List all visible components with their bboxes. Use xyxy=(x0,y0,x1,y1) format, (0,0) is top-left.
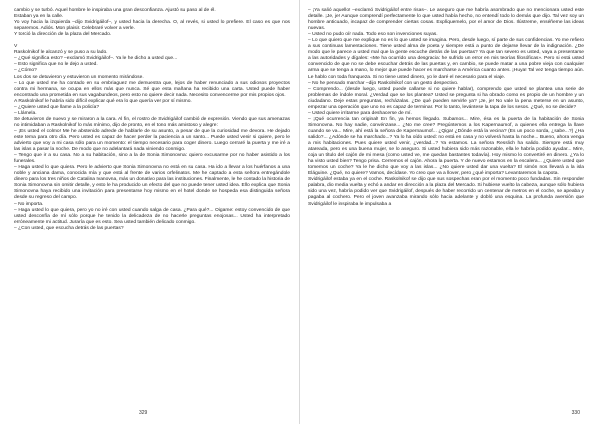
paragraph: V xyxy=(14,44,18,50)
paragraph: – Esto significa que no le dejo a usted. xyxy=(14,62,98,68)
paragraph: Estaban ya en la calle. xyxy=(14,14,64,20)
paragraph: Y torció la dirección de la plaza del Mercado. xyxy=(14,32,112,38)
paragraph: – Tengo que ir a su casa. No a su habitación, sino a la de Sonia Simonovna: quiero excusarme por no haber asistido a los funerales. xyxy=(14,153,290,165)
paragraph: – Lo que quiero que me explique no es lo que usted se imagina. Pero, desde luego, sí parte de sus confidencias. Yo me refiero a sus continuas lamentaciones. Tiene usted alma de poeta y siempre está a punto de dejarse llevar de la indignación. ¿De modo que le parece a usted mal que la gente escuche detrás de las puertas? Ya que tan severo es usted, vaya a presentarse a las autoridades y dígales: «Me ha ocurrido una desgracia: he sufrido un error en mis teorías filosóficas». Pero si está usted convencido de que no se debe escuchar detrás de las puertas y, en cambio, se puede matar a una pobre vieja con cualquier arma que se tenga a mano, lo mejor que puede hacer es marcharse a América cuanto antes. ¡Huya! Tal vez tenga tiempo aún. Le hablo con toda franqueza. Si no tiene usted dinero, yo le daré el necesario para el viaje. xyxy=(308,38,584,80)
paragraph: Yo voy hacia la izquierda –dijo Svidrigáilof–, y usted hacia la derecha. O, al revés, si usted lo prefiere. El caso es que nos separemos. Adiós. Mon plaisir. Celebraré volver a verle. xyxy=(14,20,290,32)
paragraph: – Comprendo... (desde luego, usted puede callarse si no quiere hablar), comprendo que usted se plantea una serie de problemas de índole moral. ¿Verdad que se los plantea? Usted se pregunta si ha obrado como es propio de un hombre y un ciudadano. Deje estas preguntas, recházalas. ¿De qué pueden servirle ya? ¡Je, je! No vale la pena meterse en un asunto, empezar una operación que uno no es capaz de terminar. Por lo tanto, levántese la tapa de los sesos. ¿Qué, no se decide? xyxy=(308,86,584,110)
paragraph: Se detuvieron de nuevo y se miraron a la cara. Al fin, el rostro de Svidrigáilof cambió de expresión. Viendo que sus amenazas no intimidaban a Raskolnikof lo más mínimo, dijo de pronto, en el tono más amistoso y alegre: xyxy=(14,116,290,128)
right-page xyxy=(308,8,584,416)
paragraph: – ¡Es usted el colmo! Me he abstenido adrede de hablarle de su asunto, a pesar de que la curiosidad me devora. He dejado este tema para otro día. Pero usted es capaz de hacer perder la paciencia a un santo... Puede usted venir si quiere, pero le advierto que voy a mi casa sólo para un momento: el tiempo necesario para coger dinero. Luego cerraré la puerta y me iré a las islas a pasar la noche. De modo que no adelantará nada viniendo conmigo. xyxy=(14,128,290,153)
paragraph: – Usted quiere irritarme para deshacerse de mí. xyxy=(308,110,412,116)
paragraph: – Haga usted lo que quiera, pero yo no iré con usted cuando salga de casa. ¿Para qué?... Oigame: estoy convencido de que usted desconfía de mí sólo porque he tenido la delicadeza de no hacerle preguntas enojosas... Usted ha interpretado erróneamente mi actitud. Juraría que es esto. Sea usted también delicado conmigo. xyxy=(14,207,290,225)
left-page-text xyxy=(14,8,290,232)
paragraph: – ¿Con usted, que escucha detrás de las puertas? xyxy=(14,225,124,231)
paragraph: – Llámela. xyxy=(14,110,37,116)
paragraph: – No importa. xyxy=(14,201,44,207)
paragraph: – ¿Qué significa esto? –exclamó Svidrigáilof–. Ya le he dicho a usted que... xyxy=(14,56,178,62)
paragraph: – ¿Cómo? xyxy=(14,68,37,74)
paragraph: – Haga usted lo que quiera. Pero le advierto que Sonia Simonovna no está en su casa. Ha ido a llevar a los huérfanos a una noble y anciana dama, conocida mía y que está al frente de varios orfelinatos. Me he captado a esta señora entregándole dinero para los tres niños de Catalina Ivanovna, más un donativo para las instituciones. Finalmente, le he contado la historia de Sonia Simonovna sin omitir detalle, y esto le ha producido un efecto del que no puede tener usted idea. Ello explica que Sonia Simonovna haya recibido una invitación para presentarse hoy mismo en el hotel donde se hospeda esa distinguida señora desde su regreso del campo. xyxy=(14,165,290,201)
paragraph: Los dos se detuvieron y estuvieron un momento mirándose. xyxy=(14,74,144,80)
paragraph: – ¿Quiere usted que llame a la policía? xyxy=(14,104,100,110)
paragraph: – Usted no pudo oír nada. Todo eso son invenciones suyas. xyxy=(308,32,438,38)
paragraph: A Raskolnikof le habría sido difícil explicar qué era lo que quería ver por sí mismo. xyxy=(14,98,192,104)
page-gutter xyxy=(299,0,300,424)
paragraph: – ¡Qué ocurrencia tan original! En fin, ya hemos llegado. Subamos... Mire, ésa es la puerta de la habitación de Sonia Simonovna. No hay nadie, convénzase... ¿No me cree? Pregúntemos a los Kapernaumof, a quienes ella entrega la llave cuando se va... Mire, ahí está la señora de Kapernaumof... ¿Qiga! ¿Dónde está la vecina? (Es un poco sorda, ¿sabe...?) ¿Ha salido?... ¿Adónde se ha marchado...? Ya lo ha oído usted: no está en casa y no volverá hasta la noche... Bueno, ahora venga a mis habitaciones. Pues quiere usted venir, ¿verdad...? Ya estamos. La señora Resslich ha salido. Siempre está muy atareada, pero es una buena mujer, se lo aseguro. Si usted hubiera sido más razonable, ella le habría podido ayudar... Mire, coja un título del cajón de mi mesa (como usted ve, me quedan bastantes todavía). Hoy mismo lo convertiré en dinero. ¿Ya lo ha visto usted bien? Tengo prisa. Cerremos el cajón. Ahora la puerta. Y de nuevo estamos en la escalera... ¿Quiere usted que tomemos un coche? Ya le he dicho que voy a las islas... ¿No quiere usted dar una vuelta? El simón nos llevará a la isla Eláguine. ¿Qué, no quiere? Vamos, decídase. Yo creo que va a llover, pero ¿qué importa? Levantaremos la capota. xyxy=(308,116,584,177)
right-page-text xyxy=(308,8,584,208)
paragraph: – Lo que usted me ha contado en su embriaguez me demuestra que, lejos de haber renunciado a sus odiosos proyectos contra mi hermana, se ocupa en ellos más que nunca. Sé que esta mañana ha recibido una carta. Usted puede haber encontrado una prometida en sus vagabundeos, pero esto no quiere decir nada. Necesito convencerme por mis propios ojos. xyxy=(14,80,290,98)
left-page-number: 329 xyxy=(139,410,148,416)
paragraph: Svidrigáilof estaba ya en el coche. Raskolnikof se dijo que sus sospechas eran por el momento poco fundadas. Sin responder palabra, dio media vuelta y echó a andar en dirección a la plaza del Mercado. Si hubiese vuelto la cabeza, aunque sólo hubiera sido una vez, habría podido ver que Svidrigáilof, después de haber recorrido un centenar de metros en el coche, se apeaba y pagaba al cochero. Pero el joven avanzaba mirando sólo hacia adelante y dobló una esquina. La profunda aversión que Svidrigáilof le inspiraba le impulsaba a xyxy=(308,177,584,207)
paragraph: Raskolnikof le alcanzó y se puso a su lado. xyxy=(14,50,108,56)
paragraph: cambio y se turbó. Aquel hombre le inspiraba una gran desconfianza. Ajustó su paso al de él. xyxy=(14,8,216,13)
left-page xyxy=(14,8,290,416)
paragraph: – ¡Ya salió aquello! –exclamó Svidrigáilof entre risas–. Le aseguro que me habría asombrado que no mencionara usted este detalle. ¡Je, je! Aunque comprendí perfectamente lo que usted había hecho, no entendí todo lo demás que dijo. Tal vez soy un hombre anticuado, incapaz de comprender ciertas cosas. Explíquemelo, por el amor de Dios. Ilústreme, enséñeme las ideas nuevas. xyxy=(308,8,584,32)
paragraph: – No he pensado marchar –dijo Raskolnikof con un gesto despectivo. xyxy=(308,80,459,86)
right-page-number: 330 xyxy=(571,410,580,416)
